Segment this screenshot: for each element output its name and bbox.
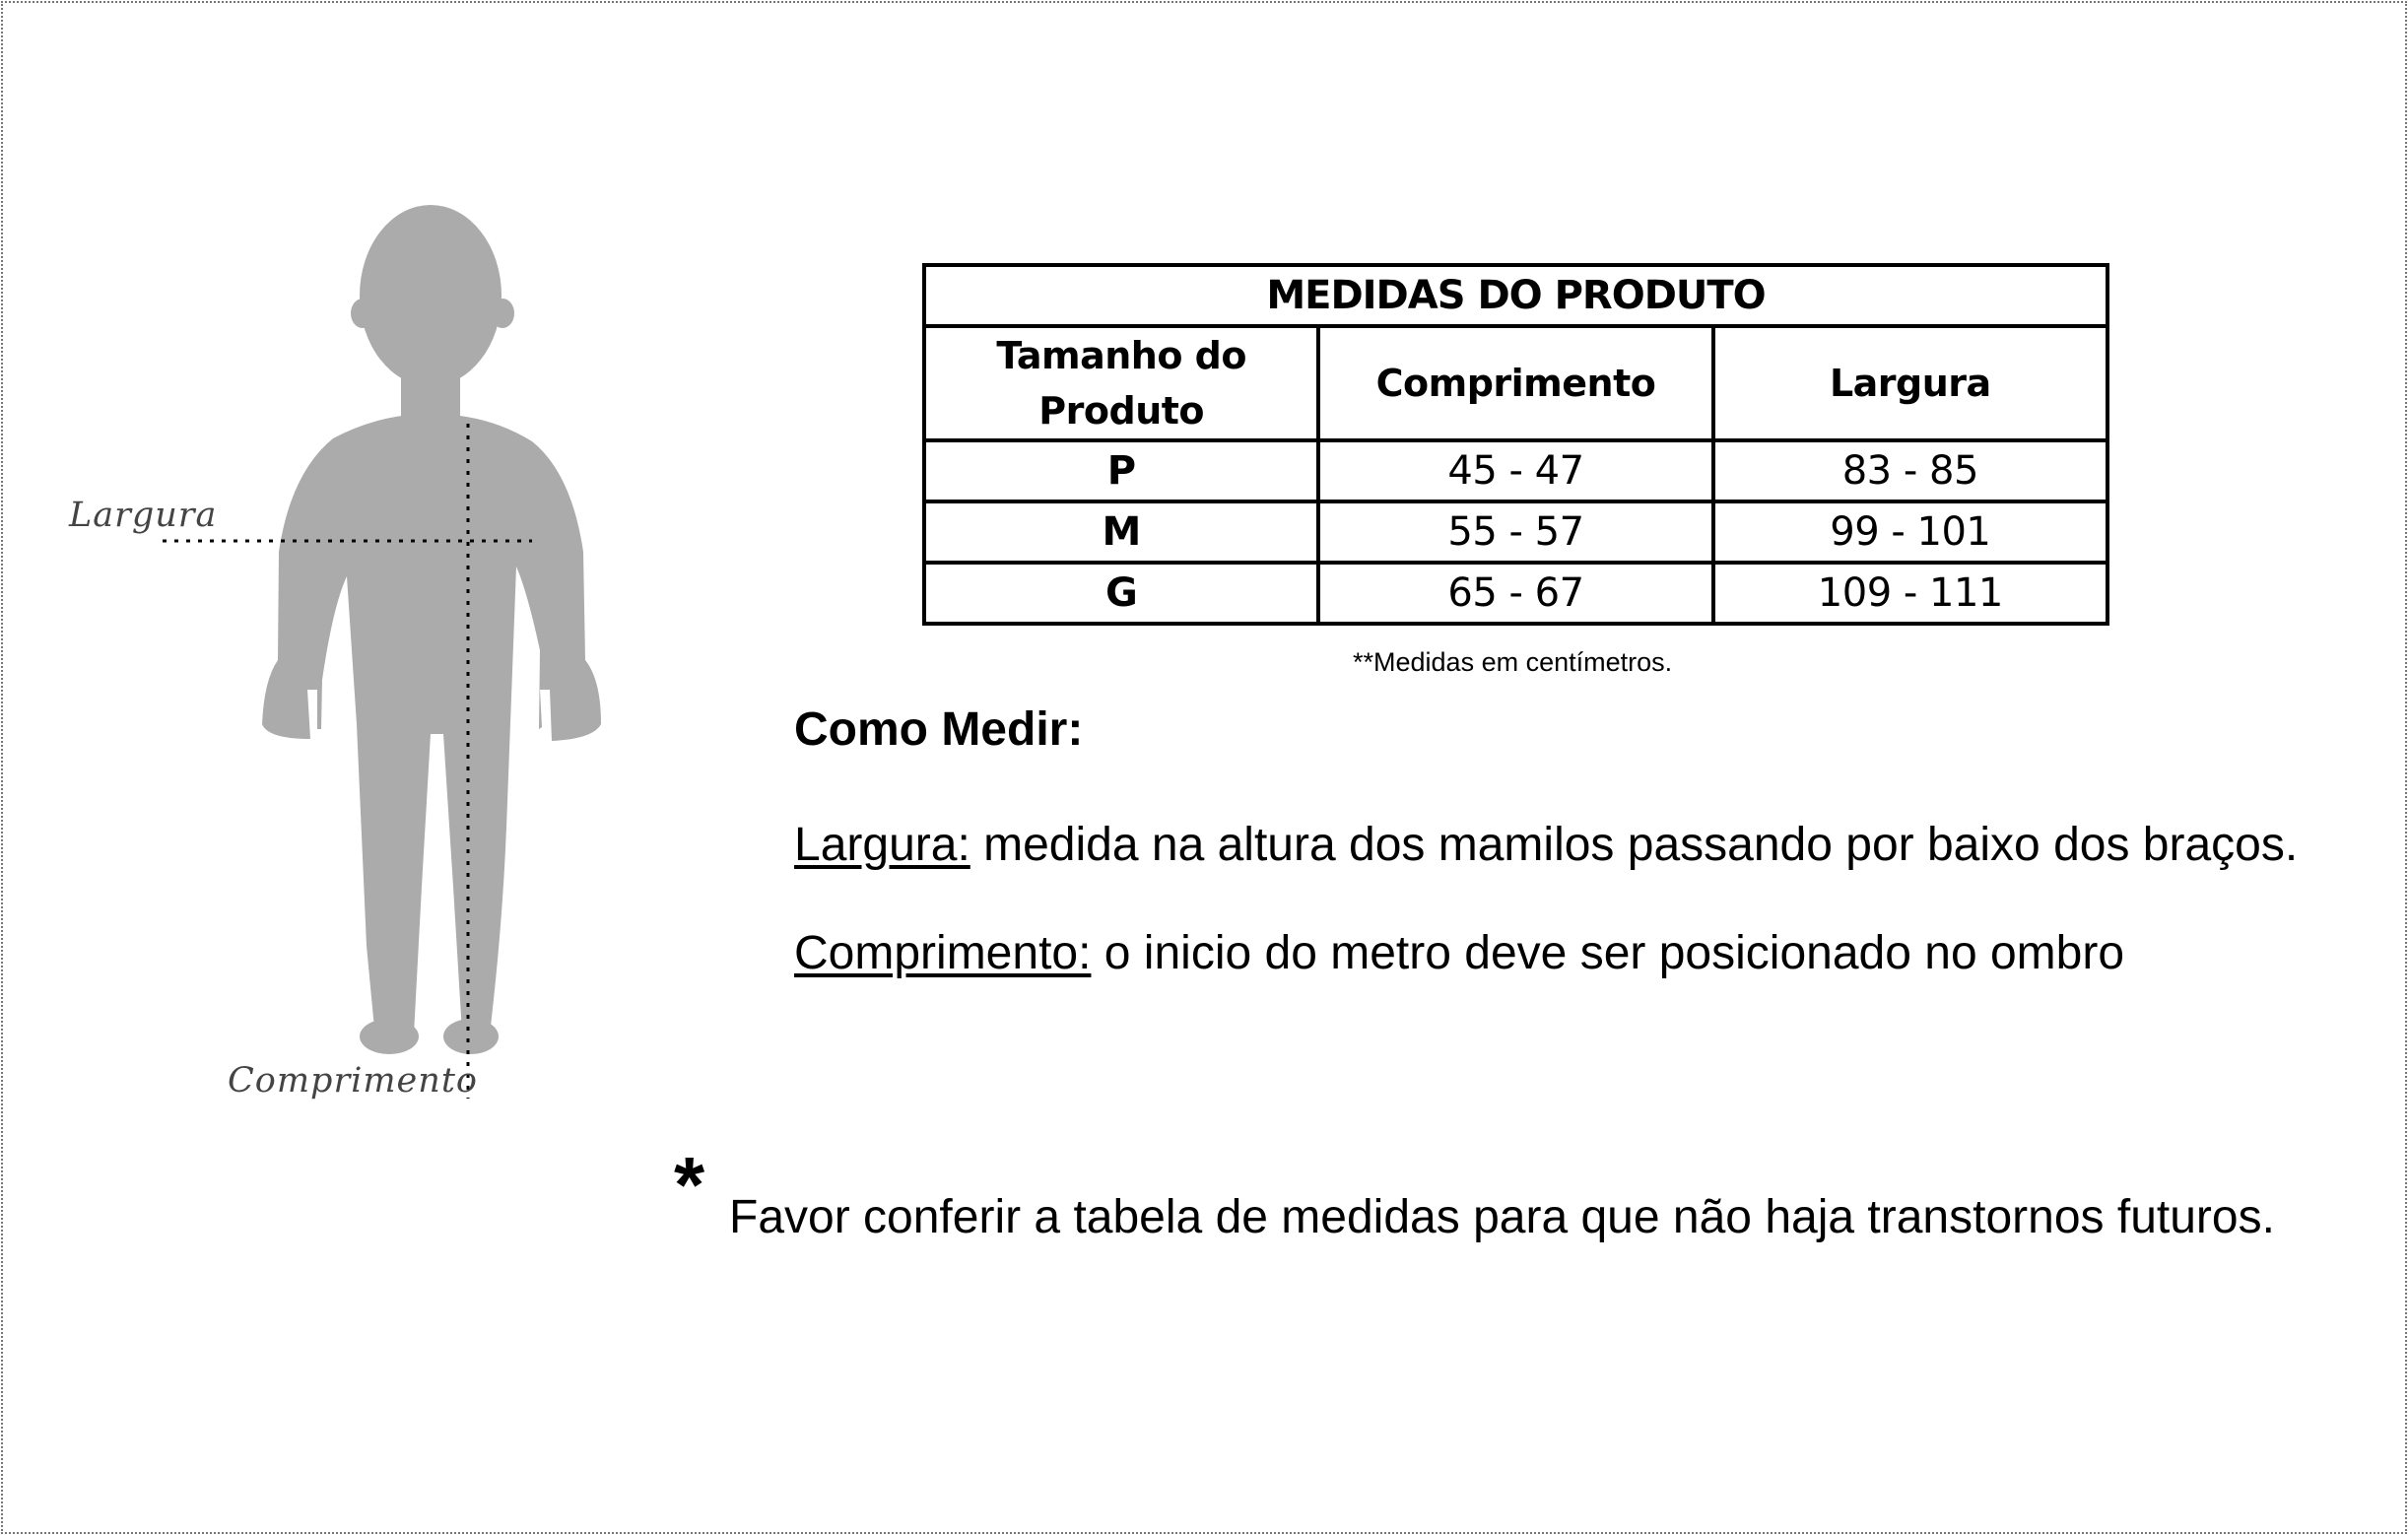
length-figure-label: Comprimento — [228, 1061, 478, 1101]
how-to-measure-title: Como Medir: — [794, 703, 1084, 756]
table-row — [924, 501, 2107, 563]
width-figure-label: Largura — [69, 496, 218, 535]
width-cell: 83 - 85 — [1713, 440, 2107, 501]
width-cell: 109 - 111 — [1713, 563, 2107, 624]
length-term: Comprimento: — [794, 927, 1092, 979]
units-note: **Medidas em centímetros. — [1353, 647, 1673, 677]
header-width: Largura — [1713, 326, 2107, 440]
length-cell: 55 - 57 — [1318, 501, 1712, 563]
length-cell: 45 - 47 — [1318, 440, 1712, 501]
table-title: MEDIDAS DO PRODUTO — [924, 265, 2107, 326]
table-row — [924, 440, 2107, 501]
header-size: Tamanho do Produto — [924, 326, 1318, 440]
size-cell: G — [924, 563, 1318, 624]
child-silhouette-icon — [262, 205, 601, 1054]
asterisk-icon: * — [674, 1141, 705, 1229]
length-cell: 65 - 67 — [1318, 563, 1712, 624]
width-instruction — [794, 818, 2298, 872]
warning-text: Favor conferir a tabela de medidas para que não haja transtornos futuros. — [729, 1191, 2275, 1243]
header-length: Comprimento — [1318, 326, 1712, 440]
width-term: Largura: — [794, 819, 970, 871]
size-table — [922, 263, 2109, 626]
width-cell: 99 - 101 — [1713, 501, 2107, 563]
width-text: medida na altura dos mamilos passando por baixo dos braços. — [970, 819, 2299, 871]
size-cell: M — [924, 501, 1318, 563]
table-row — [924, 563, 2107, 624]
child-silhouette-figure — [0, 0, 690, 1133]
length-instruction — [794, 926, 2124, 980]
size-cell: P — [924, 440, 1318, 501]
length-text: o inicio do metro deve ser posicionado no ombro — [1091, 927, 2125, 979]
